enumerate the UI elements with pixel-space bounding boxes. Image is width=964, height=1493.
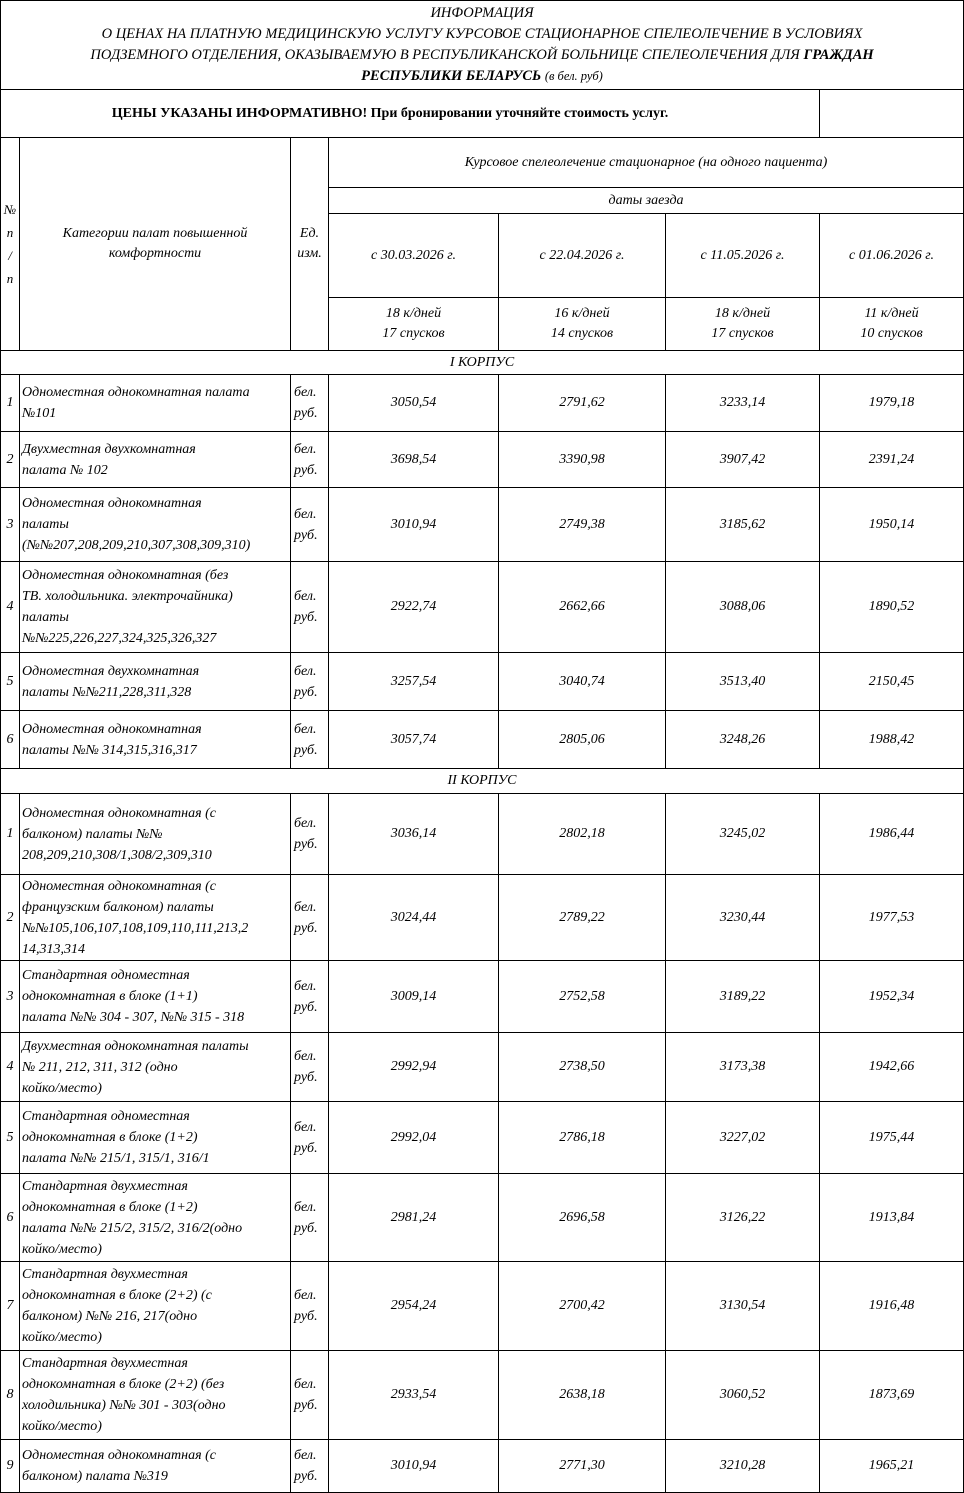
duration-descents: 14 спусков	[550, 326, 614, 341]
room-category-line: палата № 102	[22, 462, 108, 478]
price-cell: 3024,44	[329, 875, 499, 961]
unit-text: руб.	[294, 1220, 318, 1236]
header-course: Курсовое спелеолечение стационарное (на одного пациента)	[329, 138, 964, 188]
price-cell: 1950,14	[820, 488, 964, 562]
price-cell: 2992,04	[329, 1102, 499, 1174]
unit-text: руб.	[294, 684, 318, 700]
price-cell: 1952,34	[820, 961, 964, 1033]
table-row	[1, 562, 964, 653]
price-cell: 2922,74	[329, 562, 499, 653]
room-category	[20, 1102, 291, 1174]
unit-text: руб.	[294, 462, 318, 478]
price-cell: 3513,40	[666, 653, 820, 711]
room-category	[20, 1174, 291, 1262]
room-category-line: Одноместная однокомнатная (с	[22, 1448, 216, 1463]
row-number: 4	[1, 1033, 20, 1102]
section-heading: II КОРПУС	[1, 769, 964, 794]
room-category-line: Одноместная однокомнатная (с	[22, 878, 216, 894]
room-category-line: французским балконом) палаты	[22, 899, 214, 915]
price-cell: 2752,58	[499, 961, 666, 1033]
price-cell: 2789,22	[499, 875, 666, 961]
price-cell: 3233,14	[666, 375, 820, 432]
room-category	[20, 794, 291, 875]
unit-text: бел.	[294, 506, 317, 522]
document-title	[1, 1, 964, 90]
price-cell: 3189,22	[666, 961, 820, 1033]
room-category-line: однокомнатная в блоке (1+1)	[22, 989, 198, 1004]
row-number: 6	[1, 1174, 20, 1262]
unit-text: бел.	[294, 1377, 317, 1392]
row-number: 7	[1, 1262, 20, 1351]
unit-text: руб.	[294, 610, 318, 625]
unit-text: руб.	[294, 837, 318, 852]
room-category-line: Стандартная одноместная	[22, 1109, 190, 1124]
price-cell: 2638,18	[499, 1351, 666, 1440]
room-category-line: однокомнатная в блоке (1+2)	[22, 1199, 198, 1215]
room-category-line: №№105,106,107,108,109,110,111,213,2	[22, 920, 249, 936]
unit-text: бел.	[294, 1288, 317, 1303]
title-bold-republic: РЕСПУБЛИКИ БЕЛАРУСЬ	[361, 68, 542, 84]
price-cell: 2771,30	[499, 1440, 666, 1493]
duration-days: 16 к/дней	[554, 306, 610, 321]
header-date-2: с 22.04.2026 г.	[499, 214, 666, 298]
room-category-line: Стандартная одноместная	[22, 968, 190, 983]
notice-empty-cell	[820, 90, 964, 138]
unit-of-measure	[291, 1351, 329, 1440]
room-category-line: Одноместная однокомнатная палата	[22, 385, 250, 400]
unit-of-measure	[291, 1102, 329, 1174]
unit-of-measure	[291, 432, 329, 488]
duration-descents: 10 спусков	[860, 326, 923, 341]
room-category-line: койко/место)	[22, 1241, 102, 1257]
row-number: 8	[1, 1351, 20, 1440]
unit-text: бел.	[294, 1199, 317, 1215]
unit-text: руб.	[294, 1469, 318, 1484]
room-category-line: палата №№ 215/2, 315/2, 316/2(одно	[22, 1220, 243, 1236]
room-category	[20, 1033, 291, 1102]
table-row	[1, 1033, 964, 1102]
row-number: 2	[1, 875, 20, 961]
header-duration-3	[666, 298, 820, 351]
price-cell: 2791,62	[499, 375, 666, 432]
room-category-line: Стандартная двухместная	[22, 1356, 188, 1371]
room-category-line: Одноместная однокомнатная	[22, 496, 202, 511]
price-cell: 2391,24	[820, 432, 964, 488]
price-cell: 1988,42	[820, 711, 964, 769]
unit-text: бел.	[294, 1049, 317, 1064]
price-cell: 2992,94	[329, 1033, 499, 1102]
header-date-3: с 11.05.2026 г.	[666, 214, 820, 298]
price-cell: 3210,28	[666, 1440, 820, 1493]
room-category	[20, 375, 291, 432]
table-row	[1, 794, 964, 875]
room-category-line: Стандартная двухместная	[22, 1267, 188, 1282]
row-number: 1	[1, 794, 20, 875]
title-line-4	[1, 66, 963, 87]
room-category	[20, 562, 291, 653]
table-row	[1, 653, 964, 711]
header-duration-1	[329, 298, 499, 351]
table-row	[1, 1174, 964, 1262]
unit-text: бел.	[294, 1119, 317, 1135]
price-cell: 1916,48	[820, 1262, 964, 1351]
room-category-line: Одноместная однокомнатная (с	[22, 805, 216, 821]
unit-text: бел.	[294, 385, 317, 400]
price-cell: 3257,54	[329, 653, 499, 711]
price-cell: 3390,98	[499, 432, 666, 488]
room-category-line: (№№207,208,209,210,307,308,309,310)	[22, 538, 251, 553]
unit-of-measure	[291, 653, 329, 711]
row-number: 3	[1, 961, 20, 1033]
price-cell: 3126,22	[666, 1174, 820, 1262]
unit-text: бел.	[294, 1448, 317, 1463]
room-category	[20, 875, 291, 961]
unit-of-measure	[291, 1174, 329, 1262]
table-row	[1, 488, 964, 562]
room-category-line: палата №№ 304 - 307, №№ 315 - 318	[22, 1010, 245, 1025]
duration-days: 11 к/дней	[864, 306, 919, 321]
price-cell: 1890,52	[820, 562, 964, 653]
price-cell: 1913,84	[820, 1174, 964, 1262]
price-cell: 3130,54	[666, 1262, 820, 1351]
unit-text: руб.	[294, 742, 318, 758]
price-cell: 1977,53	[820, 875, 964, 961]
room-category-line: Одноместная однокомнатная (без	[22, 568, 229, 583]
room-category-line: Стандартная двухместная	[22, 1178, 188, 1194]
room-category-line: Двухместная однокомнатная палаты	[22, 1038, 249, 1054]
unit-of-measure	[291, 1262, 329, 1351]
table-row	[1, 432, 964, 488]
room-category	[20, 961, 291, 1033]
room-category	[20, 488, 291, 562]
room-category	[20, 653, 291, 711]
unit-of-measure	[291, 961, 329, 1033]
title-bold-citizens: ГРАЖДАН	[803, 47, 874, 63]
room-category	[20, 1351, 291, 1440]
row-number: 6	[1, 711, 20, 769]
row-number: 3	[1, 488, 20, 562]
price-cell: 3698,54	[329, 432, 499, 488]
room-category-line: однокомнатная в блоке (2+2) (с	[22, 1288, 212, 1303]
header-number: № п / п	[1, 138, 20, 351]
price-cell: 3036,14	[329, 794, 499, 875]
header-date-4: с 01.06.2026 г.	[820, 214, 964, 298]
price-cell: 2662,66	[499, 562, 666, 653]
room-category	[20, 1440, 291, 1493]
price-cell: 2805,06	[499, 711, 666, 769]
row-number: 4	[1, 562, 20, 653]
price-cell: 1873,69	[820, 1351, 964, 1440]
room-category-line: №№225,226,227,324,325,326,327	[22, 631, 217, 646]
unit-text: бел.	[294, 441, 317, 457]
price-cell: 3009,14	[329, 961, 499, 1033]
table-row	[1, 1440, 964, 1493]
unit-of-measure	[291, 562, 329, 653]
room-category-line: Одноместная двухкомнатная	[22, 663, 200, 679]
price-cell: 3907,42	[666, 432, 820, 488]
price-cell: 3010,94	[329, 488, 499, 562]
unit-of-measure	[291, 794, 329, 875]
price-cell: 1942,66	[820, 1033, 964, 1102]
price-cell: 3060,52	[666, 1351, 820, 1440]
room-category-line: балконом) палаты №№	[22, 826, 163, 842]
room-category-line: койко/место)	[22, 1080, 102, 1096]
unit-text: бел.	[294, 589, 317, 604]
room-category-line: однокомнатная в блоке (2+2) (без	[22, 1377, 225, 1392]
unit-text: руб.	[294, 1309, 318, 1324]
room-category-line: балконом) №№ 216, 217(одно	[22, 1309, 198, 1324]
room-category-line: койко/место)	[22, 1330, 102, 1345]
room-category-line: Двухместная двухкомнатная	[22, 441, 196, 457]
room-category-line: балконом) палата №319	[22, 1469, 168, 1484]
price-cell: 1965,21	[820, 1440, 964, 1493]
room-category-line: 14,313,314	[22, 941, 85, 957]
unit-text: руб.	[294, 999, 318, 1015]
price-cell: 3010,94	[329, 1440, 499, 1493]
room-category	[20, 1262, 291, 1351]
price-cell: 2802,18	[499, 794, 666, 875]
header-duration-4	[820, 298, 964, 351]
price-cell: 3227,02	[666, 1102, 820, 1174]
unit-of-measure	[291, 711, 329, 769]
price-cell: 3245,02	[666, 794, 820, 875]
duration-descents: 17 спусков	[711, 326, 774, 341]
price-cell: 3230,44	[666, 875, 820, 961]
unit-text: бел.	[294, 978, 317, 994]
room-category-line: холодильника) №№ 301 - 303(одно	[22, 1398, 226, 1413]
price-cell: 2933,54	[329, 1351, 499, 1440]
table-row	[1, 961, 964, 1033]
price-cell: 3057,74	[329, 711, 499, 769]
row-number: 5	[1, 1102, 20, 1174]
price-cell: 3040,74	[499, 653, 666, 711]
row-number: 5	[1, 653, 20, 711]
price-cell: 3185,62	[666, 488, 820, 562]
price-cell: 3088,06	[666, 562, 820, 653]
table-row	[1, 1351, 964, 1440]
price-cell: 3050,54	[329, 375, 499, 432]
price-cell: 1986,44	[820, 794, 964, 875]
header-unit: Ед. изм.	[291, 138, 329, 351]
price-cell: 2700,42	[499, 1262, 666, 1351]
unit-text: руб.	[294, 1398, 318, 1413]
header-duration-2	[499, 298, 666, 351]
row-number: 2	[1, 432, 20, 488]
header-category: Категории палат повышенной комфортности	[20, 138, 291, 351]
unit-text: бел.	[294, 899, 317, 915]
unit-text: бел.	[294, 721, 317, 737]
title-line-1: ИНФОРМАЦИЯ	[430, 5, 534, 21]
title-line-3: ПОДЗЕМНОГО ОТДЕЛЕНИЯ, ОКАЗЫВАЕМУЮ В РЕСПУБЛИКАНСКОЙ БОЛЬНИЦЕ СПЕЛЕОЛЕЧЕНИЯ ДЛЯ ГРАЖДАН	[90, 47, 874, 63]
row-number: 9	[1, 1440, 20, 1493]
room-category-line: палаты №№ 314,315,316,317	[22, 742, 197, 758]
price-cell: 3173,38	[666, 1033, 820, 1102]
unit-text: бел.	[294, 816, 317, 831]
row-number: 1	[1, 375, 20, 432]
price-cell: 3248,26	[666, 711, 820, 769]
duration-descents: 17 спусков	[382, 326, 445, 341]
duration-days: 18 к/дней	[385, 306, 442, 321]
unit-text: руб.	[294, 527, 318, 543]
room-category-line: Одноместная однокомнатная	[22, 721, 202, 737]
unit-of-measure	[291, 1440, 329, 1493]
room-category-line: ТВ. холодильника. электрочайника)	[22, 589, 233, 604]
room-category-line: 208,209,210,308/1,308/2,309,310	[22, 847, 212, 863]
price-cell: 2981,24	[329, 1174, 499, 1262]
table-row	[1, 875, 964, 961]
unit-text: руб.	[294, 406, 318, 421]
table-row	[1, 711, 964, 769]
room-category-line: №101	[22, 406, 57, 421]
unit-text: руб.	[294, 920, 318, 936]
price-cell: 1979,18	[820, 375, 964, 432]
table-row	[1, 375, 964, 432]
duration-days: 18 к/дней	[714, 306, 771, 321]
room-category	[20, 711, 291, 769]
room-category-line: № 211, 212, 311, 312 (одно	[22, 1059, 178, 1075]
unit-text: руб.	[294, 1140, 318, 1156]
price-cell: 2696,58	[499, 1174, 666, 1262]
room-category-line: палата №№ 215/1, 315/1, 316/1	[22, 1151, 210, 1166]
room-category-line: палаты	[22, 517, 69, 532]
room-category-line: палаты №№211,228,311,328	[22, 684, 192, 700]
room-category-line: палаты	[22, 610, 69, 625]
title-line-2: О ЦЕНАХ НА ПЛАТНУЮ МЕДИЦИНСКУЮ УСЛУГУ КУРСОВОЕ СТАЦИОНАРНОЕ СПЕЛЕОЛЕЧЕНИЕ В УСЛОВИЯХ	[101, 26, 863, 42]
section-heading: I КОРПУС	[1, 351, 964, 375]
room-category	[20, 432, 291, 488]
unit-of-measure	[291, 875, 329, 961]
price-cell: 2738,50	[499, 1033, 666, 1102]
room-category-line: однокомнатная в блоке (1+2)	[22, 1130, 198, 1145]
table-row	[1, 1102, 964, 1174]
table-row	[1, 1262, 964, 1351]
unit-text: руб.	[294, 1070, 318, 1085]
header-date-1: с 30.03.2026 г.	[329, 214, 499, 298]
price-cell: 2749,38	[499, 488, 666, 562]
price-cell: 2954,24	[329, 1262, 499, 1351]
price-cell: 1975,44	[820, 1102, 964, 1174]
price-notice: ЦЕНЫ УКАЗАНЫ ИНФОРМАТИВНО! При бронировании уточняйте стоимость услуг.	[1, 90, 820, 138]
header-dates-label: даты заезда	[329, 188, 964, 214]
price-cell: 2786,18	[499, 1102, 666, 1174]
price-cell: 2150,45	[820, 653, 964, 711]
unit-of-measure	[291, 488, 329, 562]
title-currency: (в бел. руб)	[544, 69, 603, 83]
room-category-line: койко/место)	[22, 1419, 102, 1434]
unit-of-measure	[291, 375, 329, 432]
unit-of-measure	[291, 1033, 329, 1102]
unit-text: бел.	[294, 663, 317, 679]
